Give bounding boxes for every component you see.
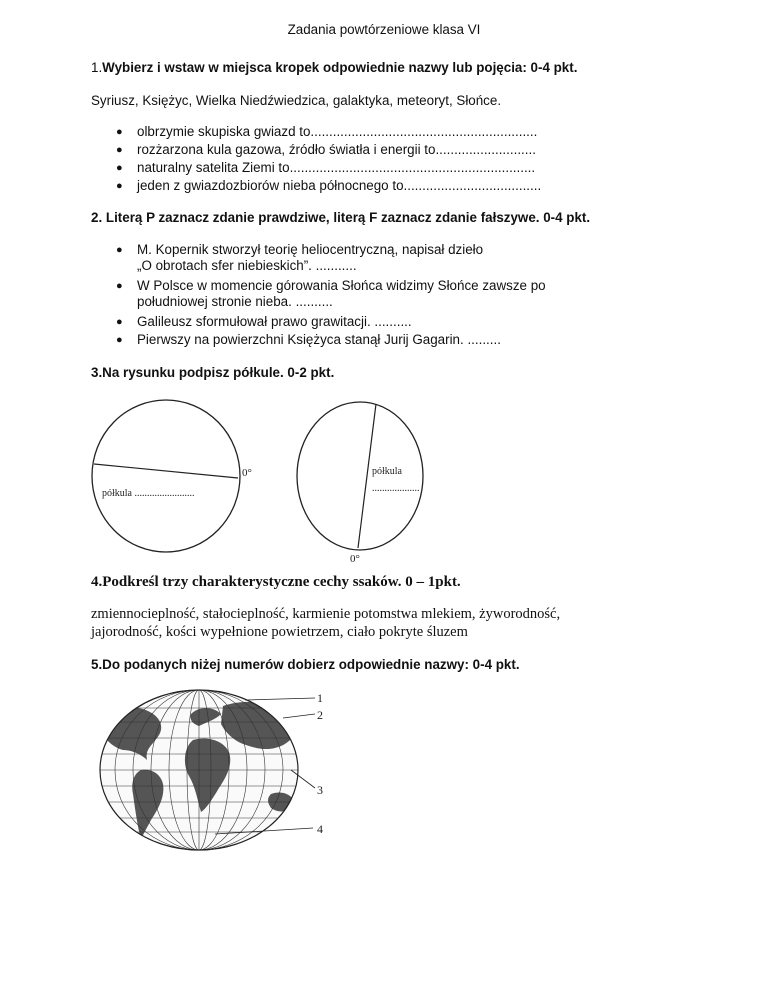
- q1-item-4: ● jeden z gwiazdozbiorów nieba północnego to.....................................: [116, 178, 542, 193]
- question-1-words: Syriusz, Księżyc, Wielka Niedźwiedzica, galaktyka, meteoryt, Słońce.: [91, 93, 502, 108]
- q1-item-3: ● naturalny satelita Ziemi to..................................................................: [116, 160, 536, 175]
- q1-item-1: ● olbrzymie skupiska gwiazd to.............................................................: [116, 124, 538, 139]
- question-4-title: 4.Podkreśl trzy charakterystyczne cechy ssaków. 0 – 1pkt.: [91, 574, 461, 590]
- question-1-text: Wybierz i wstaw w miejsca kropek odpowiednie nazwy lub pojęcia: 0-4 pkt.: [102, 60, 578, 75]
- globe-number-4: 4: [317, 822, 323, 836]
- left-globe-degree: 0°: [242, 467, 252, 479]
- question-1-title: [91, 60, 577, 75]
- q2-item-3: ● Galileusz sformułował prawo grawitacji. ..........: [116, 314, 412, 329]
- right-globe-dots: ...................: [372, 483, 420, 494]
- q2-item-2: ● W Polsce w momencie górowania Słońca widzimy Słońce zawsze po południowej stronie nieba. ..........: [116, 278, 546, 309]
- globe-number-1: 1: [317, 691, 323, 705]
- question-1-number: 1.: [91, 60, 103, 75]
- globe-number-3: 3: [317, 783, 323, 797]
- q1-item-2: ● rozżarzona kula gazowa, źródło światła i energii to...........................: [116, 142, 536, 157]
- question-4-line-2: jajorodność, kości wypełnione powietrzem, ciało pokryte śluzem: [91, 624, 468, 640]
- right-globe-label: półkula: [372, 466, 402, 477]
- hemispheres-figure: [88, 396, 468, 566]
- page-header: Zadania powtórzeniowe klasa VI: [287, 22, 481, 37]
- question-4-line-1: zmiennocieplność, stałocieplność, karmienie potomstwa mlekiem, żyworodność,: [91, 606, 561, 622]
- question-3-title: 3.Na rysunku podpisz półkule. 0-2 pkt.: [91, 365, 335, 380]
- question-2-title: 2. Literą P zaznacz zdanie prawdziwe, literą F zaznacz zdanie fałszywe. 0-4 pkt.: [91, 210, 591, 225]
- right-globe-degree: 0°: [350, 553, 360, 565]
- world-globe-figure: [95, 684, 335, 856]
- left-globe-label: półkula ........................: [102, 488, 195, 499]
- q2-item-1: ● M. Kopernik stworzył teorię heliocentryczną, napisał dzieło „O obrotach sfer niebieskich”. ...........: [116, 242, 484, 273]
- globe-number-2: 2: [317, 708, 323, 722]
- figure-background: [88, 396, 468, 566]
- q2-item-4: ● Pierwszy na powierzchni Księżyca stanął Jurij Gagarin. .........: [116, 332, 501, 347]
- question-5-title: 5.Do podanych niżej numerów dobierz odpowiednie nazwy: 0-4 pkt.: [91, 657, 520, 672]
